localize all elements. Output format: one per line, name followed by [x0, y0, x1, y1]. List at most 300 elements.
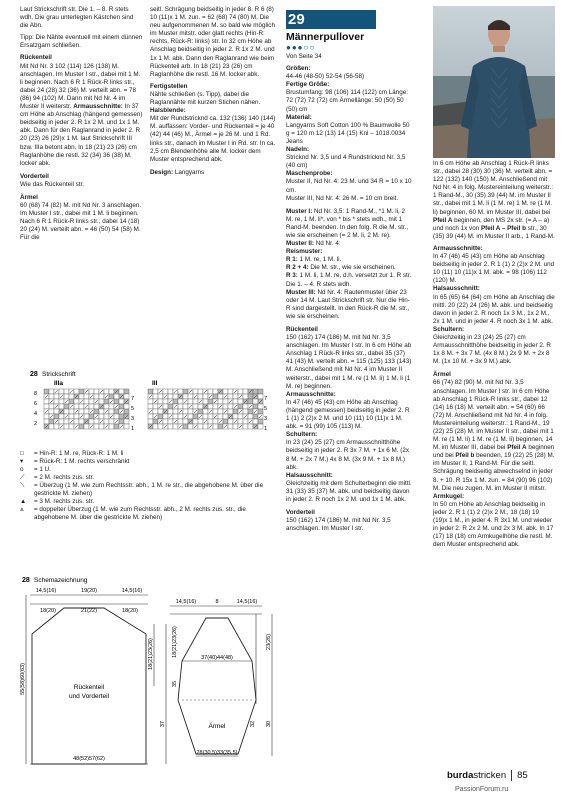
inline-label: Muster II:	[286, 240, 314, 248]
chart-cell	[84, 399, 89, 404]
chart-cell	[208, 414, 213, 419]
chart-cell	[238, 404, 243, 409]
section-text: Stricknd Nr. 3,5 und 4 Rundstricknd Nr. 3,5 (40 cm)	[286, 154, 406, 170]
chart-cell	[104, 399, 109, 404]
chart-cell	[218, 414, 223, 419]
chart-cell	[69, 424, 74, 429]
section-heading: Fertige Größe:	[286, 81, 330, 89]
chart-cell	[258, 409, 263, 414]
legend-item	[20, 482, 270, 498]
chart-cell	[44, 414, 49, 419]
chart-cell	[193, 389, 198, 394]
chart-cell	[188, 409, 193, 414]
chart-grid-b	[148, 389, 263, 429]
chart-cell	[243, 419, 248, 424]
section-text	[433, 160, 555, 241]
chart-cell	[49, 389, 54, 394]
section-heading: Schultern:	[286, 431, 318, 439]
section-text: 44-46 (48-50) 52-54 (56-58)	[286, 73, 365, 81]
legend-symbol: ⟍	[20, 482, 25, 489]
chart-cell	[54, 394, 59, 399]
chart-cell	[153, 424, 158, 429]
section-heading: Maschenprobe:	[286, 170, 333, 178]
section-text: Nähte schließen (s. Tipp), dabei die Raglannähte mit kurzen Stichen nähen.	[150, 90, 261, 107]
chart-cell	[153, 404, 158, 409]
measure: 37	[160, 720, 166, 728]
chart-cell	[168, 404, 173, 409]
chart-cell	[173, 409, 178, 414]
section-heading: Ärmel	[433, 371, 451, 379]
chart-cell	[213, 419, 218, 424]
chart-cell	[119, 414, 124, 419]
row-number: 3	[131, 416, 135, 422]
chart-cell	[54, 409, 59, 414]
schema-title: Schemazeichnung	[34, 577, 88, 584]
column-3	[286, 31, 412, 538]
chart-cell	[243, 404, 248, 409]
rueckenteil-section	[286, 326, 412, 504]
chart-cell	[208, 389, 213, 394]
chart-cell	[238, 389, 243, 394]
inline-label: R 2 + 4:	[286, 264, 309, 272]
chart-cell	[54, 424, 59, 429]
chart-cell	[178, 404, 183, 409]
row-number: 2	[34, 421, 38, 427]
chart-cell	[258, 424, 263, 429]
chart-cell	[213, 404, 218, 409]
chart-cell	[89, 419, 94, 424]
chart-cell	[198, 419, 203, 424]
section-heading: Rückenteil	[20, 54, 52, 62]
section-text: Die M. str., wie sie erscheinen.	[308, 264, 396, 272]
rueckenteil-section	[20, 54, 143, 167]
chart-cell	[94, 389, 99, 394]
chart-cell	[49, 394, 54, 399]
legend-text: = Hin-R: 1 M. re, Rück-R: 1 M. li	[34, 450, 124, 457]
chart-cell	[119, 419, 124, 424]
inline-label: Armausschnitte:	[73, 103, 123, 111]
chart-cell	[89, 399, 94, 404]
chart-cell	[253, 389, 258, 394]
chart-cell	[238, 399, 243, 404]
chart-cell	[218, 409, 223, 414]
chart-cell	[84, 394, 89, 399]
chart-cell	[198, 394, 203, 399]
chart-cell	[59, 404, 64, 409]
measure: 21(22)	[81, 608, 97, 614]
chart-cell	[168, 419, 173, 424]
chart-cell	[49, 409, 54, 414]
chart-cell	[44, 419, 49, 424]
chart-cell	[193, 419, 198, 424]
chart-cell	[253, 414, 258, 419]
section-text: 1 M. li, 1 M. re, d.h. versetzt zur 1. R str.	[297, 272, 412, 280]
chart-cell	[49, 419, 54, 424]
section-text: Mit Nd Nr. 3 102 (114) 126 (138) M. anschlagen. Im Muster I str., dabei mit 1 M. li beginnen. Nach 6 R 1 Rück-R links str., dabei 24 (28) 32 (36) M. verteilt abn. = 78 (86) 94 (102) M. Dann mit Nd Nr. 4 im Muster II weiterstr.	[20, 62, 141, 111]
measure: 14,5(16)	[175, 599, 197, 605]
photo-illustration	[433, 6, 555, 158]
footer-divider	[511, 770, 512, 781]
chart-cell	[233, 394, 238, 399]
chart-cell	[163, 399, 168, 404]
chart-cell	[114, 394, 119, 399]
chart-cell	[153, 409, 158, 414]
legend-item	[20, 498, 270, 506]
section-heading: Halsausschnitt:	[433, 285, 480, 293]
column-4	[433, 160, 555, 554]
chart-cell	[258, 404, 263, 409]
chart-cell	[59, 389, 64, 394]
chart-cell	[69, 414, 74, 419]
chart-cell	[218, 399, 223, 404]
aermel-section	[20, 194, 143, 243]
chart-cell	[104, 389, 109, 394]
pattern-number: 29	[286, 10, 376, 29]
chart-cell	[79, 424, 84, 429]
pattern-title: Männerpullover	[286, 31, 365, 43]
chart-cell	[258, 419, 263, 424]
section-heading: Größen:	[286, 65, 311, 73]
section-text: beginnen, den MS 2x str. (= A – a) und noch 1x von	[433, 216, 550, 232]
chart-cell	[243, 394, 248, 399]
chart-cell	[64, 409, 69, 414]
chart-cell	[183, 389, 188, 394]
chart-cell	[99, 424, 104, 429]
inline-label: Pfeil b	[455, 452, 475, 460]
chart-cell	[243, 409, 248, 414]
chart-cell	[203, 409, 208, 414]
section-text: Brustumfang: 98 (106) 114 (122) cm Länge: 72 (72) 72 (72) cm Ärmellänge: 50 (50) 50 (50) cm	[286, 89, 409, 113]
design-value: Langyarns	[173, 168, 205, 176]
chart-cell	[44, 399, 49, 404]
measure: 8	[215, 599, 219, 605]
chart-cell	[233, 414, 238, 419]
chart-cell	[74, 389, 79, 394]
chart-number: 28	[30, 371, 38, 378]
chart-cell	[79, 419, 84, 424]
section-text: seitl. Schrägung beidseitig in jeder 8. R 6 (8) 10 (11)x 1 M. zun. = 62 (68) 74 (80) M. Die neu aufgenommenen M. so bald wie möglich im Muster mitstr. oder glatt rechts (Hin-R: rechts, Rück-R: links) str. In 32 cm Höhe ab Anschlag beidseitig in jeder 2. R 1x 2 M. und 1x 1 M. abk. Dann den Raglanrand wie beim Rückenteil arb. In 18 (21) 23 (26) cm Raglanhöhe die restl. 16 M. locker abk.	[150, 6, 275, 78]
body-label-2: und Vorderteil	[68, 693, 110, 700]
chart-cell	[74, 414, 79, 419]
chart-cell	[104, 414, 109, 419]
row-number: 8	[34, 391, 38, 397]
chart-cell	[94, 394, 99, 399]
chart-cell	[124, 404, 129, 409]
chart-cell	[124, 394, 129, 399]
chart-cell	[114, 414, 119, 419]
section-text: beginnen und bei	[433, 444, 555, 460]
chart-cell	[183, 419, 188, 424]
measure: 18(20)	[122, 608, 138, 614]
chart-cell	[178, 399, 183, 404]
section-text: In 47 (46) 45 (43) cm Höhe ab Anschlag (hängend gemessen) beidseitig in jeder 2. R 1 (1) 2 (2)x 2 M. und 10 (11) 10 (11)x 1 M. abk. = 91 (99) 105 (113) M.	[286, 398, 410, 431]
chart-cell	[99, 409, 104, 414]
chart-cell	[188, 414, 193, 419]
difficulty-dots: ●●●○○	[286, 43, 316, 52]
section-heading: Vorderteil	[286, 509, 315, 517]
measure: 14,5(16)	[121, 588, 143, 594]
chart-cell	[213, 389, 218, 394]
chart-cell	[198, 424, 203, 429]
legend-text: = Überzug (1 M. wie zum Rechtsstr. abh., 1 M. re str., die abgehobene M. über die gestrickte M. ziehen)	[34, 482, 264, 497]
sleeve-label: Ärmel	[208, 723, 226, 730]
chart-cell	[248, 414, 253, 419]
schematic-svg	[20, 574, 282, 774]
chart-cell	[173, 414, 178, 419]
section-heading: Reismuster:	[286, 248, 323, 256]
legend-symbol: ▲	[20, 498, 27, 505]
section-heading: Fertigstellen	[150, 82, 188, 90]
chart-cell	[178, 419, 183, 424]
chart-cell	[59, 419, 64, 424]
vorderteil-cont	[433, 245, 555, 366]
section-heading: Halsblende:	[150, 107, 186, 115]
chart-cell	[218, 424, 223, 429]
section-heading: Vorderteil	[20, 172, 49, 180]
chart-cell	[183, 424, 188, 429]
chart-cell	[208, 419, 213, 424]
chart-cell	[109, 389, 114, 394]
row-number: 7	[264, 396, 268, 402]
chart-cell	[163, 419, 168, 424]
chart-cell	[228, 389, 233, 394]
chart-cell	[198, 409, 203, 414]
row-number: 6	[34, 401, 38, 407]
chart-cell	[109, 404, 114, 409]
intro-text: Laut Strickschrift str. Die 1. – 8. R stets wdh. Die grau unterlegten Kästchen sind die Abn.	[20, 6, 134, 30]
chart-cell	[59, 399, 64, 404]
chart-cell	[173, 394, 178, 399]
inline-label: Pfeil A	[507, 444, 527, 452]
chart-cell	[183, 404, 188, 409]
chart-cell	[74, 404, 79, 409]
legend-item	[20, 458, 270, 466]
chart-cell	[233, 399, 238, 404]
row-number: 1	[264, 426, 268, 432]
chart-cell	[74, 399, 79, 404]
section-heading: Schultern:	[433, 325, 465, 333]
section-heading: Material:	[286, 113, 312, 121]
section-text: Nd Nr. 4:	[314, 240, 341, 248]
chart-cell	[94, 404, 99, 409]
measure: 14,5(16)	[236, 599, 258, 605]
section-heading: Armausschnitte:	[286, 390, 336, 398]
chart-cell	[228, 419, 233, 424]
chart-cell	[114, 409, 119, 414]
chart-cell	[168, 394, 173, 399]
muster-section	[286, 208, 412, 321]
chart-cell	[153, 394, 158, 399]
measure: 37(40)44(48)	[201, 655, 233, 661]
chart-cell	[109, 409, 114, 414]
chart-cell	[44, 389, 49, 394]
chart-cell	[79, 404, 84, 409]
inline-label: R 3:	[286, 272, 298, 280]
chart-title: Strickschrift	[42, 371, 76, 378]
inline-label: Muster III:	[286, 288, 316, 296]
chart-label-b: III	[152, 380, 158, 387]
legend-item	[20, 450, 270, 458]
chart-cell	[233, 424, 238, 429]
chart-cell	[84, 414, 89, 419]
chart-cell	[148, 389, 153, 394]
chart-cell	[104, 419, 109, 424]
chart-cell	[223, 419, 228, 424]
chart-cell	[124, 389, 129, 394]
vorderteil-section	[20, 173, 143, 189]
chart-cell	[218, 394, 223, 399]
chart-cell	[119, 389, 124, 394]
chart-cell	[94, 419, 99, 424]
chart-cell	[64, 389, 69, 394]
body-label: Rückenteil	[73, 684, 105, 691]
chart-cell	[188, 394, 193, 399]
chart-cell	[208, 404, 213, 409]
chart-cell	[228, 424, 233, 429]
row-number: 5	[131, 406, 135, 412]
chart-cell	[64, 424, 69, 429]
section-text: 150 (162) 174 (186) M. mit Nd Nr. 3,5 anschlagen. Im Muster I str. In 6 cm Höhe ab Anschlag 1 Rück-R links str., dabei 35 (37) 41 (43) M. verteilt abn. = 115 (125) 133 (143) M. Anschließend mit Nd Nr. 4 im Muster II weiterstr., dabei mit 1 M. re (1 M. li) 1 M. li (1 M. re) beginnen.	[286, 334, 412, 390]
measure: 14,5(16)	[35, 588, 57, 594]
section-text: Langyarns Soft Cotton 100 % Baumwolle 50 g = 120 m 12 (13) 14 (15) Knl – 1018.0034 Jeans	[286, 121, 410, 145]
section-text: Nd Nr. 4: Rautenmuster über 23 oder 14 M. Laut Strickschrift str. Nur die Hin-R sind dargestellt. In den Rück-R die M. str., wie sie erscheinen.	[286, 288, 410, 320]
chart-cell	[163, 389, 168, 394]
measure: 55(58)60(63)	[20, 663, 26, 695]
sleeve-outline	[178, 618, 256, 754]
column-1	[20, 6, 143, 248]
chart-cell	[253, 404, 258, 409]
vorderteil-section	[286, 509, 412, 533]
chart-cell	[84, 409, 89, 414]
legend-symbol: o	[20, 466, 24, 473]
section-text: In 23 (24) 25 (27) cm Armausschnitthöhe beidseitig in jeder 2. R 3x 7 M. + 1x 6 M. (2x 8 M. + 2x 7 M.) 4x 8 M. (3x 9 M. + 1x 8 M.) abk.	[286, 439, 410, 471]
chart-cell	[253, 399, 258, 404]
chart-cell	[248, 409, 253, 414]
chart-cell	[94, 424, 99, 429]
section-text: Wie das Rückenteil str.	[20, 180, 85, 188]
measure: 28(30,5)33(35,5)	[196, 750, 238, 756]
chart-cell	[248, 394, 253, 399]
chart-cell	[203, 399, 208, 404]
knitting-chart-svg	[28, 368, 274, 448]
chart-cell	[173, 399, 178, 404]
section-text: Mit der Rundstricknd ca. 132 (136) 140 (144) M. auffassen: Vorder- und Rückenteil = je 40 (42) 44 (46) M., Ärmel = je 26 M. und 1 Rd. links str., danach im Muster I in Rd. str. In ca. 2,5 cm Blendenhöhe alle M. locker dem Muster entsprechend abk.	[150, 115, 276, 163]
chart-cell	[248, 424, 253, 429]
inline-label: R 1:	[286, 256, 298, 264]
chart-cell	[223, 414, 228, 419]
chart-cell	[114, 399, 119, 404]
chart-cell	[163, 414, 168, 419]
row-number: 7	[131, 396, 135, 402]
chart-cell	[54, 399, 59, 404]
measure: 30	[266, 720, 272, 728]
section-heading: Armausschnitte:	[433, 244, 483, 252]
chart-cell	[158, 414, 163, 419]
section-text: In 47 (46) 45 (43) cm Höhe ab Anschlag beidseitig in jeder 2. R 1 (1) 2 (2)x 2 M. und 10 (11) 10 (11)x 1 M. abk. = 98 (106) 112 (120) M.	[433, 253, 555, 285]
page-footer	[447, 770, 528, 781]
section-text: Gleichzeitig mit dem Schulterbeginn die mittl. 31 (33) 35 (37) M. abk. und beidseitig davon in jeder 2. R noch 1x 2 M. und 1x 1 M. abk.	[286, 479, 412, 503]
section-text: In 50 cm Höhe ab Anschlag beidseitig in jeder 2. R 1 (1) 2 (2)x 2 M., 18 (18) 19 (19)x 1 M., in jeder 4. R 3x1 M. und wieder in jeder 2. R 2x 2 M. und 2x 3 M. abk. In 17 (17) 18 (18) cm Armkugelhöhe die restl. M. dem Muster entsprechend abk.	[433, 500, 554, 549]
measure: 19(20)	[81, 588, 97, 594]
schema-number: 28	[22, 577, 30, 584]
chart-cell	[79, 394, 84, 399]
chart-cell	[193, 414, 198, 419]
section-text: Muster III, Nd Nr. 4: 26 M. = 10 cm breit.	[286, 194, 399, 202]
chart-cell	[158, 424, 163, 429]
chart-cell	[193, 404, 198, 409]
chart-cell	[148, 414, 153, 419]
chart-cell	[49, 424, 54, 429]
section-text: 150 (162) 174 (186) M. mit Nd Nr. 3,5 anschlagen. Im Muster I str.	[286, 517, 391, 533]
chart-cell	[188, 424, 193, 429]
chart-cell	[104, 404, 109, 409]
chart-cell	[168, 409, 173, 414]
inline-label: Pfeil A – Pfeil b	[480, 224, 526, 232]
section-text: In 65 (65) 64 (64) cm Höhe ab Anschlag die mittl. 20 (22) 24 (26) M. abk. und beidseitig davon in jeder 2. R noch 1x 3 M., 1x 2 M., 2x 1 M. und in jeder 4. R noch 3x 1 M. abk.	[433, 293, 555, 325]
chart-cell	[233, 409, 238, 414]
legend-text: = 3 M. rechts zus. str.	[34, 498, 95, 505]
chart-cell	[94, 409, 99, 414]
legend-symbol: ⩓	[20, 506, 24, 513]
section-heading: Rückenteil	[286, 326, 318, 333]
chart-cell	[119, 404, 124, 409]
legend-text: = doppelter Überzug (1 M. wie zum Rechtsstr. abh., 2 M. rechts zus. str., die abgehobene M. über die gestrickte M. ziehen)	[34, 506, 246, 521]
legend-item	[20, 466, 270, 474]
chart-cell	[84, 424, 89, 429]
chart-cell	[69, 394, 74, 399]
chart-cell	[158, 409, 163, 414]
chart-cell	[89, 389, 94, 394]
chart-cell	[64, 394, 69, 399]
measure: 32	[250, 720, 256, 728]
chart-cell	[228, 409, 233, 414]
chart-cell	[99, 414, 104, 419]
chart-cell	[148, 404, 153, 409]
inline-label: Pfeil A	[433, 216, 453, 224]
chart-cell	[148, 399, 153, 404]
tip-text: Tipp: Die Nähte eventuell mit einem dünnen Ersatzgarn schließen.	[20, 34, 143, 50]
chart-cell	[223, 399, 228, 404]
chart-cell	[223, 389, 228, 394]
chart-cell	[59, 414, 64, 419]
fertig-section	[150, 83, 277, 164]
legend-text: = Rück-R: 1 M. rechts verschränkt	[34, 458, 130, 465]
chart-cell	[213, 394, 218, 399]
section-text: Nd Nr. 3,5: 1 Rand-M., *1 M. li, 2 M. re, 1 M. li*, von * bis * stets wdh., mit 1 Rand-M. beenden. In den folg. R die M. str., wie sie erscheinen (= 2 M. li, 2 M. re).	[286, 207, 409, 239]
chart-cell	[148, 419, 153, 424]
chart-cell	[183, 409, 188, 414]
chart-cell	[248, 399, 253, 404]
chart-cell	[163, 404, 168, 409]
chart-cell	[64, 419, 69, 424]
chart-cell	[158, 399, 163, 404]
chart-cell	[178, 389, 183, 394]
section-text: Die 1. – 4. R stets wdh.	[286, 280, 352, 288]
row-number: 1	[131, 426, 135, 432]
inline-label: Muster I:	[286, 207, 313, 215]
chart-cell	[69, 409, 74, 414]
section-text: In 37 cm Höhe ab Anschlag (hängend gemessen) beidseitig in jeder 2. R 1x 2 M. und 1x 1 M. abk. Dann für den Raglanrand in jeder 2. R 20 (23) 26 (29)x 1 M. laut Strickschrift III bzw. IIIa betont abn. In 18 (21) 23 (26) cm Raglanhöhe die restl. 32 (34) 36 (38) M. locker abk.	[20, 103, 143, 167]
chart-cell	[228, 394, 233, 399]
chart-cell	[238, 414, 243, 419]
chart-cell	[99, 399, 104, 404]
chart-cell	[258, 394, 263, 399]
design-label: Design:	[150, 168, 174, 176]
chart-cell	[74, 419, 79, 424]
row-number: 3	[264, 416, 268, 422]
chart-grid-a	[44, 389, 129, 429]
chart-cell	[153, 389, 158, 394]
